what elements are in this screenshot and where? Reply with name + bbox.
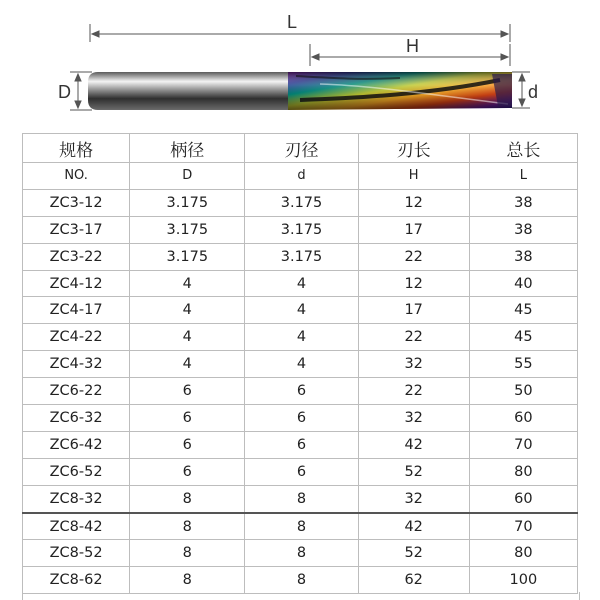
- cell-total-length: 80: [469, 540, 577, 567]
- cell-total-length: 45: [469, 324, 577, 351]
- label-H: H: [406, 36, 419, 56]
- cell-blade-diameter: 4: [245, 324, 358, 351]
- cell-model: ZC8-62: [23, 567, 130, 594]
- label-L: L: [287, 12, 298, 32]
- cell-blade-diameter: 8: [245, 513, 358, 540]
- table-subheader-row: [23, 163, 578, 190]
- table-header-row: [23, 134, 578, 163]
- cell-shank-diameter: 8: [130, 513, 245, 540]
- cell-total-length: 45: [469, 297, 577, 324]
- cell-blade-diameter: 8: [245, 567, 358, 594]
- cell-blade-length: 32: [358, 485, 469, 512]
- table-row: [23, 243, 578, 270]
- cell-shank-diameter: 6: [130, 431, 245, 458]
- cell-blade-length: 52: [358, 458, 469, 485]
- cell-model: ZC8-32: [23, 485, 130, 512]
- header-total-length: 总长: [469, 134, 577, 163]
- specification-table: [22, 133, 578, 594]
- cell-model: ZC8-42: [23, 513, 130, 540]
- cell-model: ZC4-22: [23, 324, 130, 351]
- header-shank-diameter: 柄径: [130, 134, 245, 163]
- table-row: [23, 513, 578, 540]
- cell-total-length: 38: [469, 216, 577, 243]
- cell-blade-diameter: 6: [245, 431, 358, 458]
- cell-blade-length: 17: [358, 216, 469, 243]
- header-blade-diameter: 刃径: [245, 134, 358, 163]
- header-model: 规格: [23, 134, 130, 163]
- cell-model: ZC3-12: [23, 189, 130, 216]
- cell-total-length: 60: [469, 405, 577, 432]
- table-row: [23, 567, 578, 594]
- table-row: [23, 270, 578, 297]
- length-L-dimension: [90, 24, 510, 42]
- cell-blade-diameter: 8: [245, 485, 358, 512]
- table-row: [23, 405, 578, 432]
- cell-blade-length: 22: [358, 378, 469, 405]
- end-mill-tool: [88, 72, 512, 110]
- cell-blade-diameter: 4: [245, 297, 358, 324]
- table-row: [23, 351, 578, 378]
- cell-model: ZC6-42: [23, 431, 130, 458]
- cell-shank-diameter: 4: [130, 324, 245, 351]
- cell-total-length: 55: [469, 351, 577, 378]
- table-row: [23, 216, 578, 243]
- cell-blade-length: 12: [358, 270, 469, 297]
- cell-model: ZC4-32: [23, 351, 130, 378]
- cell-blade-diameter: 6: [245, 458, 358, 485]
- cell-blade-length: 32: [358, 405, 469, 432]
- cell-shank-diameter: 6: [130, 405, 245, 432]
- cell-blade-diameter: 3.175: [245, 216, 358, 243]
- table-row: [23, 458, 578, 485]
- cell-shank-diameter: 4: [130, 351, 245, 378]
- cell-total-length: 40: [469, 270, 577, 297]
- cell-shank-diameter: 3.175: [130, 243, 245, 270]
- subheader-d: d: [245, 163, 358, 190]
- cell-total-length: 70: [469, 431, 577, 458]
- table-row: [23, 378, 578, 405]
- cell-model: ZC6-22: [23, 378, 130, 405]
- cell-blade-length: 22: [358, 324, 469, 351]
- cell-shank-diameter: 8: [130, 540, 245, 567]
- label-D: D: [58, 82, 71, 102]
- cell-total-length: 80: [469, 458, 577, 485]
- cell-model: ZC3-17: [23, 216, 130, 243]
- cell-total-length: 38: [469, 189, 577, 216]
- cell-blade-diameter: 4: [245, 270, 358, 297]
- cell-shank-diameter: 3.175: [130, 216, 245, 243]
- cell-shank-diameter: 8: [130, 485, 245, 512]
- cell-total-length: 38: [469, 243, 577, 270]
- cell-total-length: 50: [469, 378, 577, 405]
- cell-blade-diameter: 8: [245, 540, 358, 567]
- table-row: [23, 297, 578, 324]
- cell-shank-diameter: 3.175: [130, 189, 245, 216]
- cell-model: ZC6-32: [23, 405, 130, 432]
- cell-blade-length: 42: [358, 431, 469, 458]
- cell-blade-length: 22: [358, 243, 469, 270]
- subheader-L: L: [469, 163, 577, 190]
- cell-shank-diameter: 4: [130, 297, 245, 324]
- cell-blade-length: 12: [358, 189, 469, 216]
- cell-blade-diameter: 6: [245, 378, 358, 405]
- subheader-no: NO.: [23, 163, 130, 190]
- cell-blade-length: 17: [358, 297, 469, 324]
- subheader-H: H: [358, 163, 469, 190]
- cell-blade-diameter: 4: [245, 351, 358, 378]
- table-row: [23, 431, 578, 458]
- cell-blade-length: 52: [358, 540, 469, 567]
- subheader-D: D: [130, 163, 245, 190]
- cell-blade-diameter: 6: [245, 405, 358, 432]
- cell-total-length: 70: [469, 513, 577, 540]
- end-mill-diagram: [0, 0, 600, 130]
- cell-blade-diameter: 3.175: [245, 243, 358, 270]
- cell-shank-diameter: 6: [130, 378, 245, 405]
- table-row: [23, 189, 578, 216]
- cell-blade-length: 32: [358, 351, 469, 378]
- cell-blade-length: 62: [358, 567, 469, 594]
- label-d: d: [528, 82, 539, 102]
- cell-model: ZC3-22: [23, 243, 130, 270]
- cell-shank-diameter: 8: [130, 567, 245, 594]
- cell-shank-diameter: 4: [130, 270, 245, 297]
- cell-total-length: 60: [469, 485, 577, 512]
- table-row: [23, 324, 578, 351]
- cell-model: ZC4-12: [23, 270, 130, 297]
- table-bottom-edge: [22, 592, 580, 600]
- cell-model: ZC8-52: [23, 540, 130, 567]
- cell-model: ZC4-17: [23, 297, 130, 324]
- cell-shank-diameter: 6: [130, 458, 245, 485]
- cell-blade-diameter: 3.175: [245, 189, 358, 216]
- header-blade-length: 刃长: [358, 134, 469, 163]
- cell-model: ZC6-52: [23, 458, 130, 485]
- table-row: [23, 485, 578, 512]
- table-row: [23, 540, 578, 567]
- cell-total-length: 100: [469, 567, 577, 594]
- cell-blade-length: 42: [358, 513, 469, 540]
